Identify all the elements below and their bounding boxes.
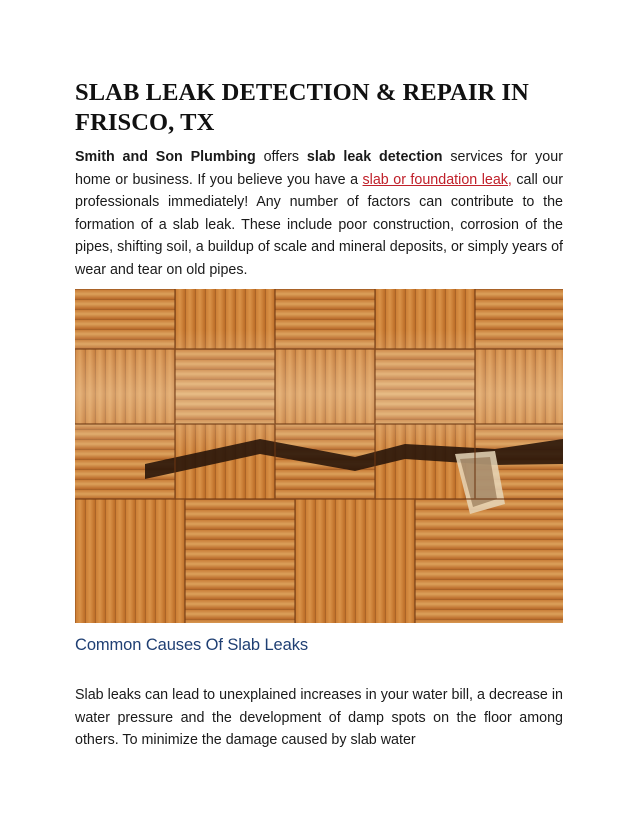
section-paragraph: Slab leaks can lead to unexplained increases in your water bill, a decrease in water pressure and the development of damp spots on the floor among others. To minimize the damage caused by slab water [75,687,563,749]
damaged-floor-photo [75,289,563,623]
page-title: SLAB LEAK DETECTION & REPAIR IN FRISCO, TX [75,79,529,136]
intro-text-2: services for your home or business. If you believe you have a [75,149,563,188]
company-name: Smith and Son Plumbing [75,149,256,165]
foundation-leak-link[interactable]: slab or foundation leak, [362,171,512,188]
section-heading: Common Causes Of Slab Leaks [75,636,308,654]
intro-paragraph [75,146,563,282]
service-name: slab leak detection [306,149,443,165]
intro-text-1: offers [255,149,307,165]
intro-text-3: call our professionals immediately! Any number of factors can contribute to the formation of a slab leak. These include poor construction, corrosion of the pipes, shifting soil, a buildup of scale and mineral deposits, or simply years of wear and tear on old pipes. [75,171,563,278]
